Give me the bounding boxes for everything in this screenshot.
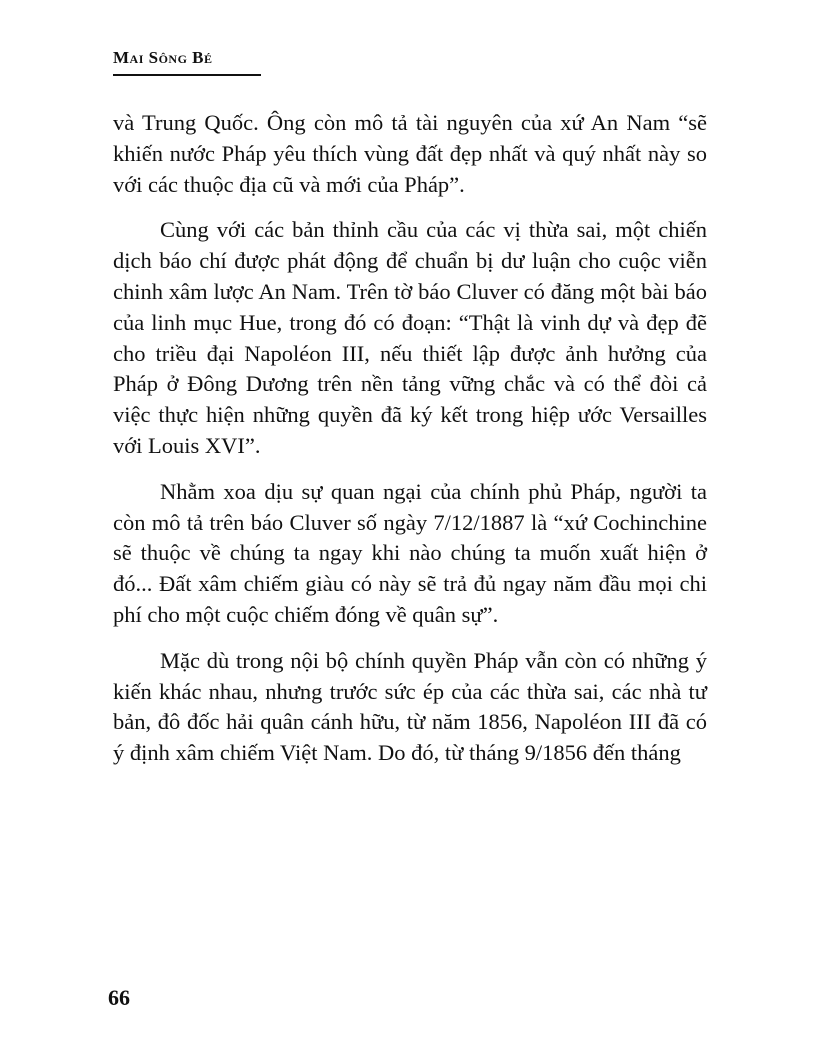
page-number: 66 xyxy=(108,985,130,1010)
running-header xyxy=(113,48,261,76)
paragraph-continuation: và Trung Quốc. Ông còn mô tả tài nguyên của xứ An Nam “sẽ khiến nước Pháp yêu thích vùng đất đẹp nhất và quý nhất này so với các thuộc địa cũ và mới của Pháp”. xyxy=(113,110,707,197)
paragraph-press-campaign: Cùng với các bản thỉnh cầu của các vị thừa sai, một chiến dịch báo chí được phát động để chuẩn bị dư luận cho cuộc viễn chinh xâm lược An Nam. Trên tờ báo Cluver có đăng một bài báo của linh mục Hue, trong đó có đoạn: “Thật là vinh dự và đẹp đẽ cho triều đại Napoléon III, nếu thiết lập được ảnh hưởng của Pháp ở Đông Dương trên nền tảng vững chắc và có thể đòi cả việc thực hiện những quyền đã ký kết trong hiệp ước Versailles với Louis XVI”. xyxy=(113,217,707,458)
running-title: Mai Sông Bé xyxy=(113,48,213,67)
paragraph-cluver-report: Nhằm xoa dịu sự quan ngại của chính phủ Pháp, người ta còn mô tả trên báo Cluver số ngày 7/12/1887 là “xứ Cochinchine sẽ thuộc về chúng ta ngay khi nào chúng ta muốn xuất hiện ở đó... Đất xâm chiếm giàu có này sẽ trả đủ ngay năm đầu mọi chi phí cho một cuộc chiếm đóng về quân sự”. xyxy=(113,478,707,627)
paragraph-napoleon-decision: Mặc dù trong nội bộ chính quyền Pháp vẫn còn có những ý kiến khác nhau, nhưng trước sức ép của các thừa sai, các nhà tư bản, đô đốc hải quân cánh hữu, từ năm 1856, Napoléon III đã có ý định xâm chiếm Việt Nam. Do đó, từ tháng 9/1856 đến tháng xyxy=(113,647,707,766)
page-body xyxy=(113,108,707,784)
